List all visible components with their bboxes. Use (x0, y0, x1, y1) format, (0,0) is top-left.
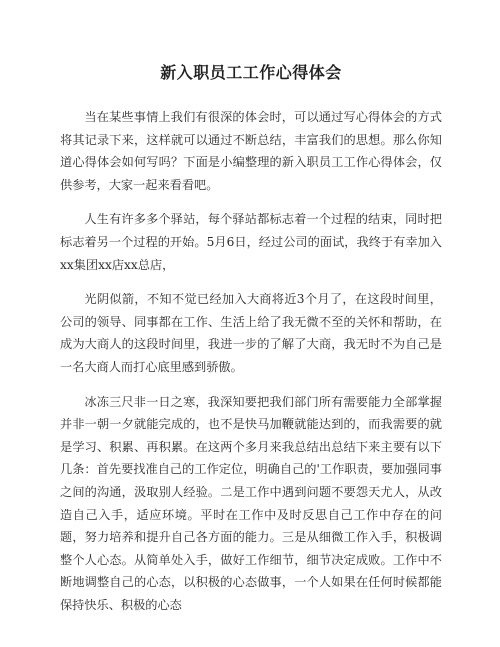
paragraph-summary: 冰冻三尺非一日之寒，我深知要把我们部门所有需要能力全部掌握并非一朝一夕就能完成的，也不是快马加鞭就能达到的，而我需要的就是学习、积累、再积累。在这两个多月来我总结出总结下来主要有以下几条：首先要找准自己的工作定位，明确自己的'工作职责，要加强同事之间的沟通，汲取别人经验。二是工作中遇到问题不要怨天尤人，从改造自己入手，适应环境。平时在工作中及时反思自己工作中存在的问题，努力培养和提升自己各方面的能力。三是从细微工作入手，积极调整个人心态。从简单处入手，做好工作细节，细节决定成败。工作中不断地调整自己的心态，以积极的心态做事，一个人如果在任何时候都能保持快乐、积极的心态 (60, 394, 442, 612)
document-title: 新入职员工工作心得体会 (160, 63, 342, 82)
paragraph-time: 光阴似箭，不知不觉已经加入大商将近3个月了，在这段时间里，公司的领导、同事都在工作、生活上给了我无微不至的关怀和帮助，在成为大商人的这段时间里，我进一步的了解了大商，我无时不为自己是一名大商人而打心底里感到骄傲。 (60, 292, 442, 374)
paragraph-stations: 人生有许多多个驿站，每个驿站都标志着一个过程的结束，同时把标志着另一个过程的开始。5月6日，经过公司的面试，我终于有幸加入xx集团xx店xx总店， (60, 212, 442, 272)
paragraph-intro: 当在某些事情上我们有很深的体会时，可以通过写心得体会的方式将其记录下来，这样就可以通过不断总结，丰富我们的思想。那么你知道心得体会如何写吗？下面是小编整理的新入职员工工作心得体会，仅供参考，大家一起来看看吧。 (60, 110, 442, 192)
